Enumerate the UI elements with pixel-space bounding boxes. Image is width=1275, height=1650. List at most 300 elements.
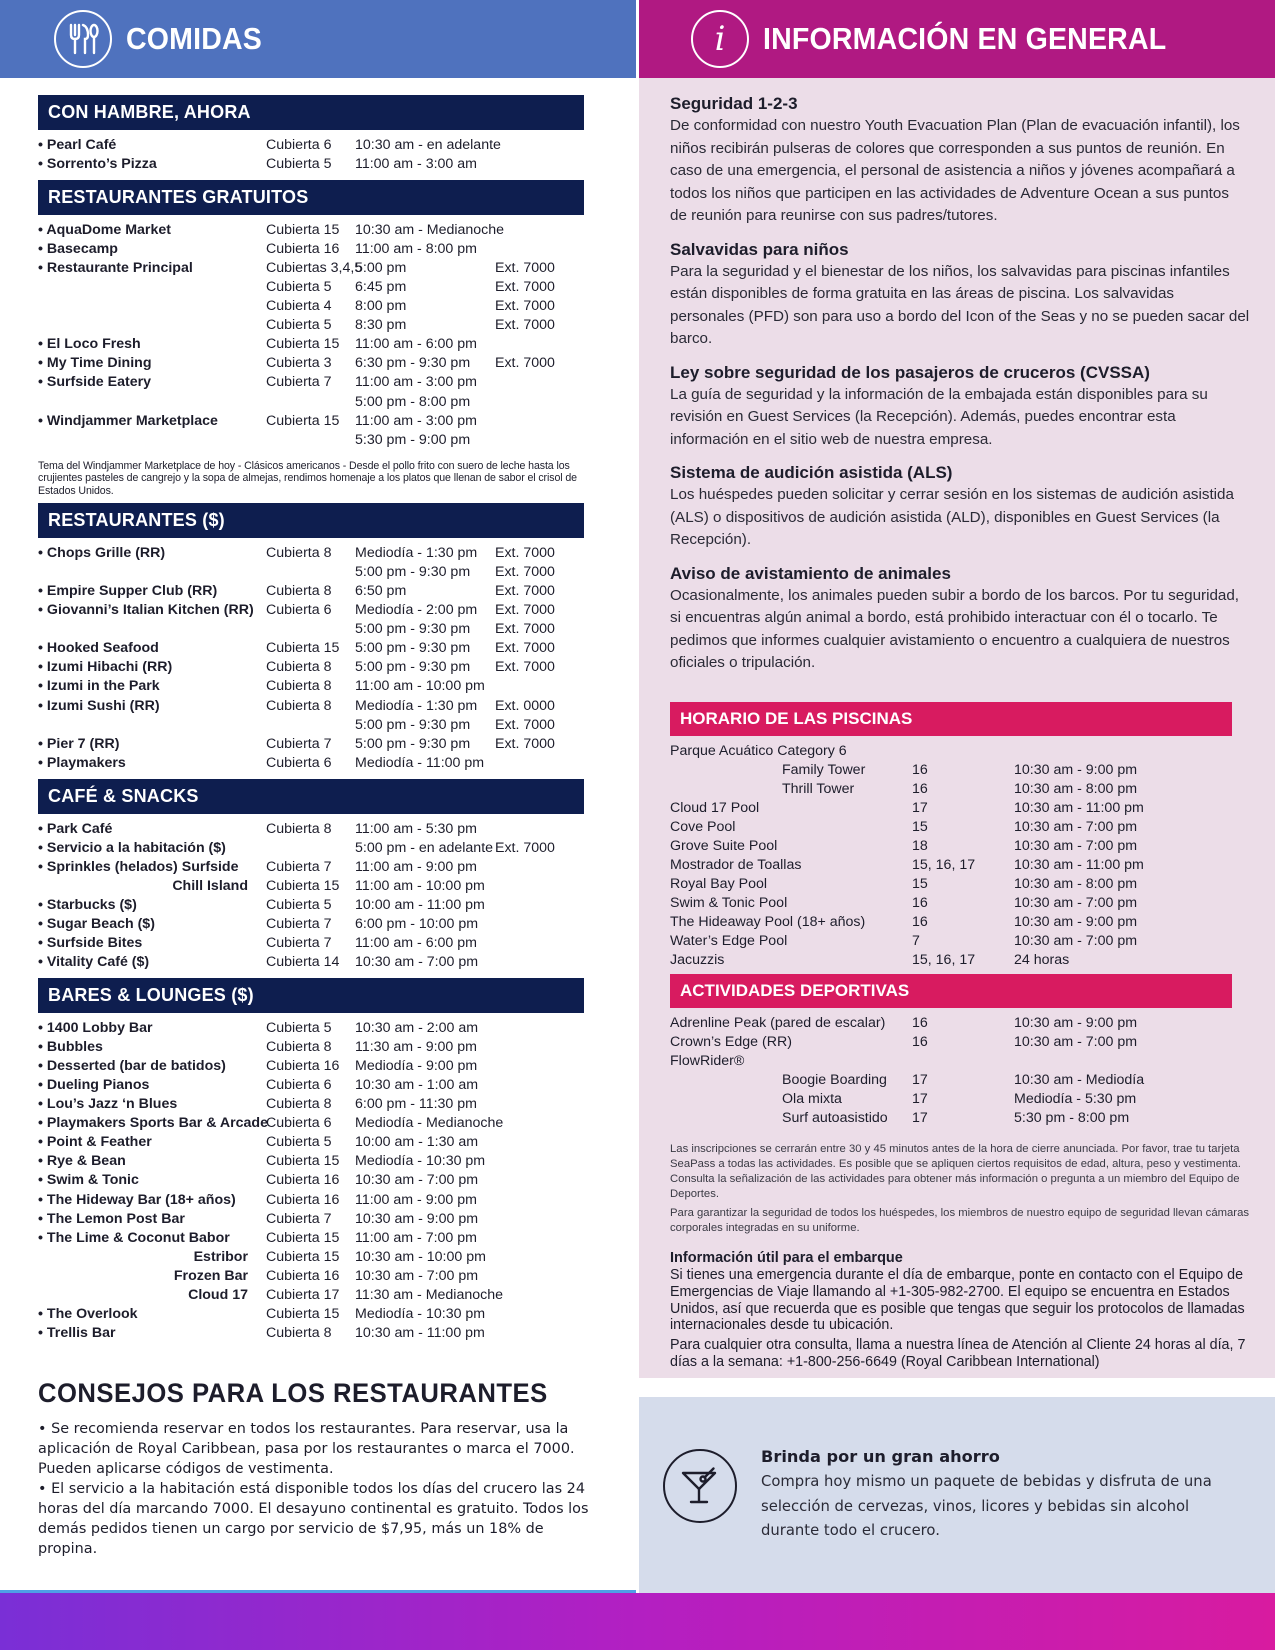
pool-deck: 15, 16, 17 <box>912 857 976 873</box>
deck-label: Cubierta 8 <box>266 697 332 714</box>
extension-label <box>495 858 583 877</box>
venue-name <box>38 393 266 412</box>
dining-row <box>38 1114 584 1133</box>
hours-label: 8:30 pm <box>355 317 407 334</box>
hours-label: 6:30 pm - 9:30 pm <box>355 355 471 372</box>
venue-name: • The Hideway Bar (18+ años) <box>38 1191 236 1208</box>
info-blocks <box>670 92 1250 685</box>
dining-row <box>38 1267 584 1286</box>
dining-row <box>38 1019 584 1038</box>
sport-row <box>670 1071 1250 1090</box>
venue-name <box>38 297 266 316</box>
pool-deck: 17 <box>912 800 928 816</box>
pool-hours: 10:30 am - 11:00 pm <box>1014 800 1144 816</box>
venue-name: • Izumi Hibachi (RR) <box>38 659 173 676</box>
venue-name: • Sprinkles (helados) Surfside <box>38 858 239 875</box>
dining-row <box>38 373 584 392</box>
venue-name: • Windjammer Marketplace <box>38 412 218 429</box>
dining-row <box>38 136 584 155</box>
extension-label <box>495 393 583 412</box>
dining-row <box>38 1095 584 1114</box>
sport-deck: 16 <box>912 1034 928 1050</box>
venue-name: Cloud 17 <box>188 1286 248 1303</box>
sports-note: Las inscripciones se cerrarán entre 30 y 45 minutos antes de la hora de cierre anunciada. Por favor, trae tu tarjeta SeaPass a todas las actividades. Es posible que se apliquen ciertos requisitos de edad, altura, peso y vestimenta. Consulta la señalización de las actividades para obtener más información o pregunta a un miembro del Equipo de Deportes. <box>670 1143 1241 1200</box>
info-title: INFORMACIÓN EN GENERAL <box>763 21 1167 56</box>
pool-deck: 15, 16, 17 <box>912 952 976 968</box>
info-icon: i <box>691 10 749 68</box>
hours-label: 11:30 am - 9:00 pm <box>355 1039 477 1056</box>
pool-row <box>670 799 1250 818</box>
hours-label: 10:30 am - 1:00 am <box>355 1077 479 1094</box>
venue-name: • Trellis Bar <box>38 1324 116 1341</box>
info-block <box>670 461 1250 552</box>
venue-name: • Empire Supper Club (RR) <box>38 583 218 600</box>
extension-label <box>495 1305 583 1324</box>
dining-row <box>38 620 584 639</box>
venue-name: • Basecamp <box>38 241 118 258</box>
hours-label: 11:00 am - 3:00 am <box>355 156 477 173</box>
extension-label <box>495 221 583 240</box>
dining-row <box>38 297 584 316</box>
sport-row <box>670 1052 1250 1071</box>
deck-label: Cubierta 16 <box>266 1058 340 1075</box>
hours-label: Mediodía - 10:30 pm <box>355 1153 486 1170</box>
hours-label: 10:30 am - en adelante <box>355 137 501 153</box>
sport-deck: 17 <box>912 1110 928 1126</box>
info-block-title: Ley sobre seguridad de los pasajeros de cruceros (CVSSA) <box>670 362 1150 382</box>
sport-row <box>670 1033 1250 1052</box>
dining-row <box>38 155 584 174</box>
pool-hours: 10:30 am - 7:00 pm <box>1014 933 1138 949</box>
venue-name: • Izumi Sushi (RR) <box>38 697 160 714</box>
venue-name: • Playmakers Sports Bar & Arcade <box>38 1115 268 1132</box>
dining-row <box>38 658 584 677</box>
deck-label: Cubierta 6 <box>266 1077 332 1094</box>
dining-row <box>38 563 584 582</box>
deck-label: Cubierta 7 <box>266 374 332 391</box>
deck-label: Cubierta 15 <box>266 1153 340 1170</box>
pools-rows <box>670 736 1250 972</box>
pool-name: Grove Suite Pool <box>670 838 778 854</box>
venue-name: • The Lime & Coconut Babor <box>38 1229 230 1246</box>
venue-name <box>38 316 266 335</box>
extension-label <box>495 677 583 696</box>
info-block-title: Seguridad 1-2-3 <box>670 94 798 113</box>
venue-name: • Playmakers <box>38 754 126 771</box>
pool-name: Family Tower <box>782 762 866 778</box>
venue-name: • The Overlook <box>38 1305 138 1322</box>
security-note: Para garantizar la seguridad de todos los huéspedes, los miembros de nuestro equipo de seguridad llevan cámaras corporales integradas en su uniforme. <box>670 1207 1249 1234</box>
extension-label <box>495 1210 583 1229</box>
dining-row <box>38 896 584 915</box>
deck-label: Cubierta 3 <box>266 355 332 372</box>
deck-label: Cubierta 17 <box>266 1286 340 1303</box>
info-block <box>670 361 1250 452</box>
hours-label: 5:00 pm - 9:30 pm <box>355 564 471 581</box>
pool-name: The Hideaway Pool (18+ años) <box>670 914 866 930</box>
pool-row <box>670 875 1250 894</box>
deck-label: Cubierta 8 <box>266 1039 332 1056</box>
comidas-header <box>0 0 636 78</box>
venue-name: • Surfside Eatery <box>38 374 151 391</box>
pool-hours <box>1014 742 1214 761</box>
venue-name: • Giovanni’s Italian Kitchen (RR) <box>38 602 254 619</box>
hours-label: 6:50 pm <box>355 583 407 600</box>
deck-label: Cubierta 5 <box>266 156 332 173</box>
hours-label: 10:30 am - 10:00 pm <box>355 1248 486 1265</box>
extension-label <box>495 1114 583 1133</box>
deck-label: Cubierta 6 <box>266 602 332 619</box>
deck-label: Cubierta 4 <box>266 298 332 315</box>
deck-label: Cubierta 5 <box>266 1020 332 1037</box>
deck-label: Cubierta 8 <box>266 820 332 837</box>
pool-hours: 10:30 am - 8:00 pm <box>1014 781 1138 797</box>
venue-name: • Dueling Pianos <box>38 1077 150 1094</box>
deck-label <box>266 620 355 639</box>
footer-gradient-bar <box>0 1593 1275 1650</box>
dining-row <box>38 221 584 240</box>
extension-label <box>495 1267 583 1286</box>
hours-label: 11:00 am - 9:00 pm <box>355 858 477 875</box>
venue-name: • Rye & Bean <box>38 1153 126 1170</box>
deck-label: Cubierta 7 <box>266 915 332 932</box>
hours-label: 6:00 pm - 11:30 pm <box>355 1096 477 1113</box>
extension-label: Ext. 7000 <box>495 640 555 657</box>
sport-name: Surf autoasistido <box>782 1110 888 1126</box>
deck-label: Cubierta 15 <box>266 1305 340 1322</box>
pool-deck: 16 <box>912 762 928 778</box>
hours-label: 10:30 am - Medianoche <box>355 222 505 239</box>
extension-label <box>495 136 583 155</box>
venue-name: • Chops Grille (RR) <box>38 545 166 562</box>
extension-label <box>495 1191 583 1210</box>
extension-label: Ext. 7000 <box>495 735 555 752</box>
pool-row <box>670 932 1250 951</box>
dining-row <box>38 1210 584 1229</box>
sport-row <box>670 1109 1250 1128</box>
hours-label: 5:00 pm - 9:30 pm <box>355 640 471 657</box>
deck-label: Cubierta 6 <box>266 1115 332 1132</box>
sport-hours: 10:30 am - 9:00 pm <box>1014 1015 1138 1031</box>
extension-label <box>495 431 583 450</box>
pool-row <box>670 913 1250 932</box>
deck-label <box>266 716 355 735</box>
section-rows <box>38 1013 584 1349</box>
venue-name: • Pier 7 (RR) <box>38 735 120 752</box>
extension-label <box>495 915 583 934</box>
info-block <box>670 562 1250 675</box>
hours-label: 11:00 am - 10:00 pm <box>355 678 485 695</box>
dining-row <box>38 735 584 754</box>
pool-deck <box>912 742 1014 761</box>
pool-name: Swim & Tonic Pool <box>670 895 788 911</box>
dining-row <box>38 354 584 373</box>
hours-label: 11:30 am - Medianoche <box>355 1286 504 1303</box>
hours-label: Mediodía - Medianoche <box>355 1115 504 1132</box>
hours-label: 11:00 am - 10:00 pm <box>355 877 485 894</box>
venue-name: • Desserted (bar de batidos) <box>38 1058 226 1075</box>
venue-name: • Swim & Tonic <box>38 1172 139 1189</box>
pool-hours: 10:30 am - 9:00 pm <box>1014 762 1138 778</box>
dining-row <box>38 316 584 335</box>
info-block <box>670 238 1250 351</box>
utensils-icon <box>54 10 112 68</box>
section-note: Tema del Windjammer Marketplace de hoy - Clásicos americanos - Desde el pollo frito con suero de leche hasta los crujientes pasteles de cangrejo y la sopa de almejas, rendimos homenaje a los platos que llenan de sabor el crisol de Estados Unidos. <box>38 459 577 497</box>
info-block-text: Ocasionalmente, los animales pueden subir a bordo de los barcos. Por tu seguridad, si encuentras algún animal a bordo, está prohibido interactuar con él o tocarlo. Te pedimos que informes cualquier avistamiento o encuentro a cualquiera de nuestros oficiales o tripulación. <box>670 586 1240 671</box>
hours-label: 5:00 pm - 9:30 pm <box>355 621 471 638</box>
pools-and-sports <box>670 702 1250 1371</box>
extension-label: Ext. 7000 <box>495 583 555 600</box>
extension-label: Ext. 7000 <box>495 545 555 562</box>
info-block-title: Aviso de avistamiento de animales <box>670 563 951 583</box>
dining-row <box>38 677 584 696</box>
dining-row <box>38 1152 584 1171</box>
venue-name: • Izumi in the Park <box>38 678 160 695</box>
deck-label <box>266 393 355 412</box>
extension-label <box>495 1095 583 1114</box>
venue-name: • Park Café <box>38 820 113 837</box>
sport-deck: 17 <box>912 1072 928 1088</box>
extension-label <box>495 934 583 953</box>
pool-deck: 18 <box>912 838 928 854</box>
drink-title: Brinda por un gran ahorro <box>761 1447 1000 1466</box>
extension-label: Ext. 7000 <box>495 355 555 372</box>
dining-row <box>38 639 584 658</box>
deck-label: Cubierta 7 <box>266 1210 332 1227</box>
venue-name: • El Loco Fresh <box>38 336 141 353</box>
deck-label: Cubierta 5 <box>266 896 332 913</box>
pool-row <box>670 837 1250 856</box>
hours-label: 6:45 pm <box>355 279 407 296</box>
dining-row <box>38 877 584 896</box>
venue-name <box>38 563 266 582</box>
venue-name: • Lou’s Jazz ‘n Blues <box>38 1096 178 1113</box>
hours-label: 11:00 am - 6:00 pm <box>355 935 477 951</box>
info-block-title: Salvavidas para niños <box>670 239 849 259</box>
hours-label: 10:30 am - 7:00 pm <box>355 954 479 971</box>
pool-row <box>670 780 1250 799</box>
extension-label <box>495 1171 583 1190</box>
venue-name: • Point & Feather <box>38 1134 152 1151</box>
deck-label <box>266 431 355 450</box>
hours-label: Mediodía - 9:00 pm <box>355 1058 478 1075</box>
venue-name: • Bubbles <box>38 1039 103 1056</box>
dining-row <box>38 582 584 601</box>
sport-deck: 16 <box>912 1015 928 1031</box>
dining-row <box>38 716 584 735</box>
deck-label: Cubierta 8 <box>266 1096 332 1113</box>
hours-label: 11:00 am - 7:00 pm <box>355 1229 477 1246</box>
hours-label: 10:00 am - 1:30 am <box>355 1134 479 1151</box>
deck-label: Cubierta 8 <box>266 678 332 695</box>
pool-deck: 16 <box>912 781 928 797</box>
extension-label: Ext. 7000 <box>495 602 555 619</box>
pool-deck: 7 <box>912 933 920 949</box>
venue-name: • Vitality Café ($) <box>38 954 150 971</box>
deck-label: Cubierta 15 <box>266 1248 340 1265</box>
pool-name: Royal Bay Pool <box>670 876 767 892</box>
venue-name: • Starbucks ($) <box>38 896 137 913</box>
dining-row <box>38 1229 584 1248</box>
deck-label: Cubierta 7 <box>266 735 332 752</box>
info-block-text: Los huéspedes pueden solicitar y cerrar sesión en los sistemas de audición asistida (ALS) o dispositivos de audición asistida (ALD), disponibles en Guest Services (la Recepción). <box>670 486 1234 548</box>
extension-label <box>495 412 583 431</box>
deck-label: Cubierta 5 <box>266 279 332 296</box>
pool-hours: 24 horas <box>1014 952 1070 968</box>
dining-row <box>38 915 584 934</box>
section-title: RESTAURANTES ($) <box>38 503 584 538</box>
venue-name: Frozen Bar <box>173 1267 248 1284</box>
dining-row <box>38 1248 584 1267</box>
pool-row <box>670 856 1250 875</box>
deck-label: Cubierta 8 <box>266 583 332 600</box>
section-rows <box>38 538 584 779</box>
extension-label <box>495 754 583 773</box>
extension-label <box>495 953 583 972</box>
pool-name: Cloud 17 Pool <box>670 800 760 816</box>
extension-label: Ext. 7000 <box>495 659 555 676</box>
pool-hours: 10:30 am - 7:00 pm <box>1014 895 1138 911</box>
pool-name: Water’s Edge Pool <box>670 933 788 949</box>
info-block-text: De conformidad con nuestro Youth Evacuation Plan (Plan de evacuación infantil), los niños recibirán pulseras de colores que corresponden a sus puntos de reunión. En caso de una emergencia, el personal de asistencia a niños y jóvenes acompañará a todos los niños que participen en las actividades de Adventure Ocean a sus puntos de reunión para reunirse con sus padres/tutores. <box>670 117 1240 224</box>
sport-name: Adrenline Peak (pared de escalar) <box>670 1015 886 1031</box>
dining-row <box>38 412 584 431</box>
extension-label: Ext. 7000 <box>495 564 555 581</box>
hours-label: 10:30 am - 7:00 pm <box>355 1267 479 1284</box>
extension-label <box>495 373 583 392</box>
dining-row <box>38 1076 584 1095</box>
deck-label: Cubierta 16 <box>266 1267 340 1284</box>
pool-name: Jacuzzis <box>670 952 725 968</box>
extension-label <box>495 820 583 839</box>
dining-row <box>38 934 584 953</box>
info-header <box>639 0 1275 78</box>
hours-label: 10:30 am - 9:00 pm <box>355 1210 479 1227</box>
hours-label: 6:00 pm - 10:00 pm <box>355 915 479 932</box>
extension-label <box>495 1057 583 1076</box>
hours-label: 11:00 am - 3:00 pm <box>355 374 477 391</box>
sport-row <box>670 1090 1250 1109</box>
hours-label: 10:30 am - 2:00 am <box>355 1020 479 1037</box>
extension-label: Ext. 7000 <box>495 260 555 277</box>
hours-label: Mediodía - 2:00 pm <box>355 602 478 619</box>
dining-list <box>38 95 584 1349</box>
pool-hours: 10:30 am - 11:00 pm <box>1014 857 1144 873</box>
hours-label: 5:00 pm - en adelante <box>355 839 494 856</box>
deck-label: Cubierta 8 <box>266 1324 332 1341</box>
hours-label: 10:30 am - 11:00 pm <box>355 1324 485 1341</box>
pool-hours: 10:30 am - 7:00 pm <box>1014 838 1138 854</box>
sport-hours: 5:30 pm - 8:00 pm <box>1014 1110 1130 1126</box>
extension-label: Ext. 7000 <box>495 839 555 856</box>
hours-label: Mediodía - 11:00 pm <box>355 754 485 771</box>
dining-row <box>38 1171 584 1190</box>
deck-label: Cubierta 7 <box>266 935 332 951</box>
extension-label <box>495 1038 583 1057</box>
venue-name: • The Lemon Post Bar <box>38 1210 185 1227</box>
deck-label: Cubierta 16 <box>266 241 340 258</box>
deck-label <box>266 839 355 858</box>
hours-label: Mediodía - 10:30 pm <box>355 1305 486 1322</box>
tips-title: CONSEJOS PARA LOS RESTAURANTES <box>38 1378 548 1408</box>
dining-row <box>38 953 584 972</box>
dining-row <box>38 1038 584 1057</box>
info-block-text: La guía de seguridad y la información de la embajada están disponibles para su revisión en Guest Services (la Recepción). Además, puedes encontrar esta información en el sitio web de nuestra empresa. <box>670 385 1208 448</box>
dining-row <box>38 1286 584 1305</box>
extension-label: Ext. 7000 <box>495 317 555 334</box>
section-title: BARES & LOUNGES ($) <box>38 978 584 1013</box>
deck-label: Cubierta 8 <box>266 659 332 676</box>
comidas-title: COMIDAS <box>126 21 262 56</box>
sport-hours: Mediodía - 5:30 pm <box>1014 1091 1137 1107</box>
dining-row <box>38 393 584 412</box>
pool-row <box>670 894 1250 913</box>
hours-label: 5:00 pm - 9:30 pm <box>355 659 471 676</box>
drink-promo <box>639 1397 1275 1593</box>
embark-title: Información útil para el embarque <box>670 1250 903 1266</box>
hours-label: 11:00 am - 8:00 pm <box>355 241 477 258</box>
dining-row <box>38 1324 584 1343</box>
deck-label: Cubierta 15 <box>266 222 340 239</box>
pool-hours: 10:30 am - 7:00 pm <box>1014 819 1138 835</box>
dining-row <box>38 754 584 773</box>
extension-label: Ext. 7000 <box>495 621 555 638</box>
extension-label <box>495 1152 583 1171</box>
dining-row <box>38 1057 584 1076</box>
extension-label <box>495 1019 583 1038</box>
extension-label <box>495 335 583 354</box>
embark-text: Si tienes una emergencia durante el día de embarque, ponte en contacto con el Equipo de Emergencias de Viaje llamando al +1-305-982-2700. El equipo se encuentra en Estados Unidos, así que recuerda que es posible que tengas que seguir los protocolos de llamadas internacionales desde tu ubicación. <box>670 1267 1245 1334</box>
extension-label: Ext. 0000 <box>495 697 555 714</box>
extension-label <box>495 1248 583 1267</box>
hours-label: Mediodía - 1:30 pm <box>355 697 478 714</box>
dining-row <box>38 697 584 716</box>
hours-label: 5:00 pm - 9:30 pm <box>355 735 471 752</box>
hours-label: 11:00 am - 5:30 pm <box>355 820 477 837</box>
section-title: CON HAMBRE, AHORA <box>38 95 584 130</box>
cocktail-icon <box>663 1449 737 1523</box>
sport-deck: 17 <box>912 1091 928 1107</box>
venue-name: • Servicio a la habitación ($) <box>38 839 226 856</box>
venue-name <box>38 620 266 639</box>
extension-label <box>495 1229 583 1248</box>
sport-hours <box>1014 1052 1214 1071</box>
deck-label: Cubierta 6 <box>266 754 332 771</box>
extension-label <box>495 1324 583 1343</box>
tips-paragraph: • Se recomienda reservar en todos los restaurantes. Para reservar, usa la aplicación de Royal Caribbean, pasa por los restaurantes o marca el 7000. Pueden aplicarse códigos de vestimenta. <box>38 1421 575 1477</box>
dining-row <box>38 1133 584 1152</box>
section-title: RESTAURANTES GRATUITOS <box>38 180 584 215</box>
deck-label: Cubierta 6 <box>266 137 332 153</box>
deck-label: Cubierta 15 <box>266 640 340 657</box>
pool-row <box>670 742 1250 761</box>
extension-label <box>495 1076 583 1095</box>
extension-label <box>495 877 583 896</box>
restaurant-tips <box>38 1378 598 1559</box>
deck-label: Cubierta 5 <box>266 317 332 334</box>
extension-label: Ext. 7000 <box>495 716 555 733</box>
hours-label: 5:00 pm - 8:00 pm <box>355 393 471 410</box>
pool-deck: 15 <box>912 819 928 835</box>
venue-name: • Restaurante Principal <box>38 260 193 277</box>
deck-label: Cubierta 15 <box>266 877 340 894</box>
extension-label <box>495 1286 583 1305</box>
dining-row <box>38 1191 584 1210</box>
deck-label: Cubierta 16 <box>266 1191 340 1208</box>
dining-row <box>38 335 584 354</box>
pool-name: Mostrador de Toallas <box>670 857 802 873</box>
hours-label: 11:00 am - 6:00 pm <box>355 336 477 353</box>
